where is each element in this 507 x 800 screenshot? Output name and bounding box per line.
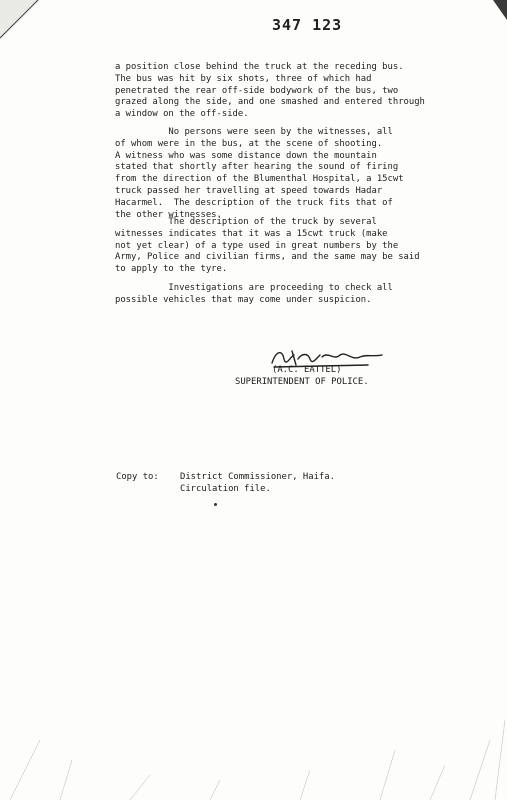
- paragraph-2: No persons were seen by the witnesses, all of whom were in the bus, at the scene of shooting. A witness who was some distance down the mountain stated that shortly after hearing the sound of firing from the direction of the Blumenthal Hospital, a 15cwt truck passed her travelling at speed towards Hadar Hacarmel. The description of the truck fits that of the other witnesses.: [115, 127, 404, 220]
- ink-dot: [214, 503, 217, 506]
- signatory-name: (A.C. EATTEL): [272, 365, 342, 375]
- copy-recipient: Circulation file.: [180, 484, 271, 494]
- copy-to-label: Copy to:: [116, 472, 159, 482]
- page-number: 347 123: [272, 16, 343, 34]
- scan-corner-mark-right: [487, 0, 507, 20]
- signatory-title: SUPERINTENDENT OF POLICE.: [235, 377, 369, 387]
- paragraph-3: The description of the truck by several witnesses indicates that it was a 15cwt truck (make not yet clear) of a type used in great numbers by the Army, Police and civilian firms, and the same may be said to apply to the tyre.: [115, 217, 420, 275]
- scan-corner-mark: [0, 0, 40, 40]
- paragraph-4: Investigations are proceeding to check all possible vehicles that may come under suspicion.: [115, 283, 393, 305]
- paragraph-1: a position close behind the truck at the receding bus. The bus was hit by six shots, three of which had penetrated the rear off-side bodywork of the bus, two grazed along the side, and one smashed and entered through a window on the off-side.: [115, 62, 425, 120]
- scan-edge-smudges: [0, 680, 507, 800]
- copy-recipient: District Commissioner, Haifa.: [180, 472, 335, 482]
